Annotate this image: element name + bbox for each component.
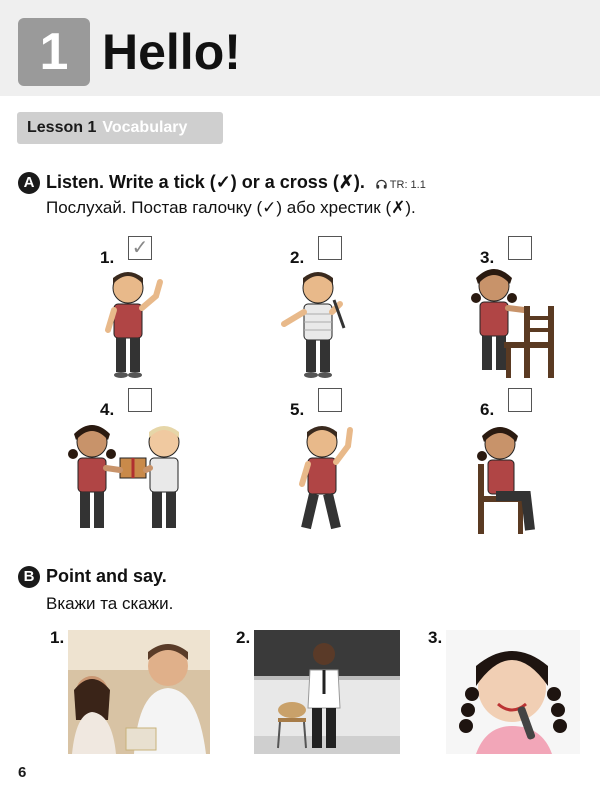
illustration-boy-singing	[278, 268, 358, 380]
photo-3-number: 3.	[428, 628, 443, 647]
item-6-answer-box[interactable]	[508, 388, 532, 412]
item-5-number: 5.	[290, 400, 305, 419]
unit-number: 1	[18, 18, 90, 86]
illustration-girl-standing-chair	[468, 264, 558, 382]
item-2-answer-box[interactable]	[318, 236, 342, 260]
section-b-instruction: Point and say.	[46, 566, 167, 586]
item-1-number: 1.	[100, 248, 115, 267]
track-number: TR: 1.1	[389, 179, 426, 191]
section-a-translation: Послухай. Постав галочку (✓) або хрестик (✗).	[46, 198, 416, 217]
item-3-answer-box[interactable]	[508, 236, 532, 260]
illustration-girl-sitting	[474, 424, 554, 536]
illustration-boy-waving-walking	[290, 420, 370, 536]
photo-girl-singing	[446, 630, 580, 754]
item-6-number: 6.	[480, 400, 495, 419]
section-b-letter: B	[18, 566, 40, 588]
section-a-instruction	[46, 172, 426, 193]
item-3-number: 3.	[480, 248, 495, 267]
photo-man-gives-gift-to-girl	[68, 630, 210, 754]
photo-1-number: 1.	[50, 628, 65, 647]
header-band	[0, 0, 600, 96]
section-a-letter: A	[18, 172, 40, 194]
photo-boy-standing-by-chair	[254, 630, 400, 754]
item-2-number: 2.	[290, 248, 305, 267]
page-number: 6	[18, 764, 27, 781]
unit-title: Hello!	[102, 24, 241, 80]
section-a-instruction-text: Listen. Write a tick (✓) or a cross (✗).	[46, 172, 365, 192]
lesson-tag	[17, 112, 223, 144]
item-4-answer-box[interactable]	[128, 388, 152, 412]
illustration-boy-waving	[100, 268, 170, 380]
lesson-label: Lesson 1	[27, 119, 97, 136]
lesson-topic: Vocabulary	[102, 119, 188, 136]
item-5-answer-box[interactable]	[318, 388, 342, 412]
headphones-icon	[376, 179, 387, 189]
item-4-number: 4.	[100, 400, 115, 419]
illustration-children-gift	[64, 420, 194, 538]
photo-2-number: 2.	[236, 628, 251, 647]
section-b-translation: Вкажи та скажи.	[46, 594, 174, 613]
track-info	[376, 179, 426, 191]
item-1-answer-box[interactable]: ✓	[128, 236, 152, 260]
